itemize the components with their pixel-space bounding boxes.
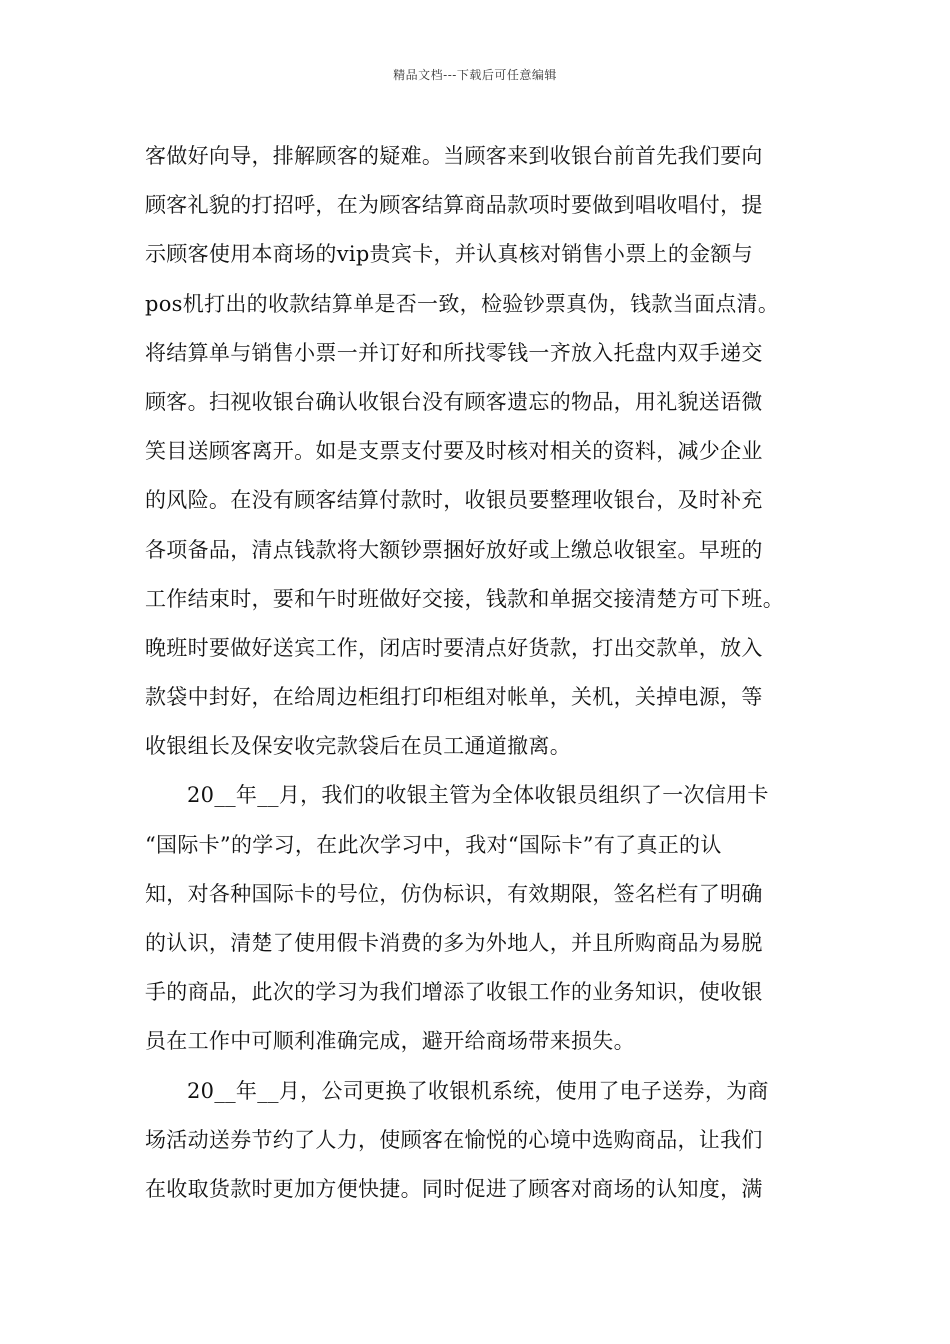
text-line: “国际卡”的学习，在此次学习中，我对“国际卡”有了真正的认 bbox=[145, 832, 722, 857]
text-line: 知，对各种国际卡的号位，仿伪标识，有效期限，签名栏有了明确 bbox=[145, 881, 763, 906]
text-line: 的风险。在没有顾客结算付款时，收银员要整理收银台，及时补充 bbox=[145, 488, 763, 513]
text-line: 顾客礼貌的打招呼，在为顾客结算商品款项时要做到唱收唱付，提 bbox=[145, 193, 763, 218]
text-line: 款袋中封好，在给周边柜组打印柜组对帐单，关机，关掉电源，等 bbox=[145, 685, 763, 710]
text-line: 各项备品，清点钱款将大额钞票捆好放好或上缴总收银室。早班的 bbox=[145, 537, 763, 562]
text-line: 在收取货款时更加方便快捷。同时促进了顾客对商场的认知度，满 bbox=[145, 1176, 763, 1201]
text-line: 的认识，清楚了使用假卡消费的多为外地人，并且所购商品为易脱 bbox=[145, 931, 763, 955]
text-line: 收银组长及保安收完款袋后在员工通道撤离。 bbox=[145, 734, 571, 759]
text-line: 手的商品，此次的学习为我们增添了收银工作的业务知识，使收银 bbox=[145, 980, 763, 1005]
document-body bbox=[145, 132, 810, 1214]
text-line: 工作结束时，要和午时班做好交接，钱款和单据交接清楚方可下班。 bbox=[145, 586, 784, 611]
page-header: 精品文档---下载后可任意编辑 bbox=[393, 68, 557, 82]
text-line: 客做好向导，排解顾客的疑难。当顾客来到收银台前首先我们要向 bbox=[145, 144, 763, 168]
text-line: 场活动送券节约了人力，使顾客在愉悦的心境中选购商品，让我们 bbox=[145, 1127, 763, 1152]
text-line: 顾客。扫视收银台确认收银台没有顾客遗忘的物品，用礼貌送语微 bbox=[145, 389, 763, 414]
text-line: pos机打出的收款结算单是否一致，检验钞票真伪，钱款当面点清。 bbox=[145, 291, 780, 316]
text-line: 员在工作中可顺利准确完成，避开给商场带来损失。 bbox=[145, 1029, 635, 1054]
text-line: 笑目送顾客离开。如是支票支付要及时核对相关的资料，减少企业 bbox=[145, 439, 763, 464]
text-line: 示顾客使用本商场的vip贵宾卡，并认真核对销售小票上的金额与 bbox=[145, 242, 754, 267]
text-line: 晚班时要做好送宾工作，闭店时要清点好货款，打出交款单，放入 bbox=[145, 635, 763, 660]
text-line: 将结算单与销售小票一并订好和所找零钱一齐放入托盘内双手递交 bbox=[145, 340, 763, 365]
paragraph-start-line: 20__年__月，我们的收银主管为全体收银员组织了一次信用卡 bbox=[187, 783, 769, 808]
paragraph-start-line: 20__年__月，公司更换了收银机系统，使用了电子送券，为商 bbox=[187, 1078, 769, 1103]
